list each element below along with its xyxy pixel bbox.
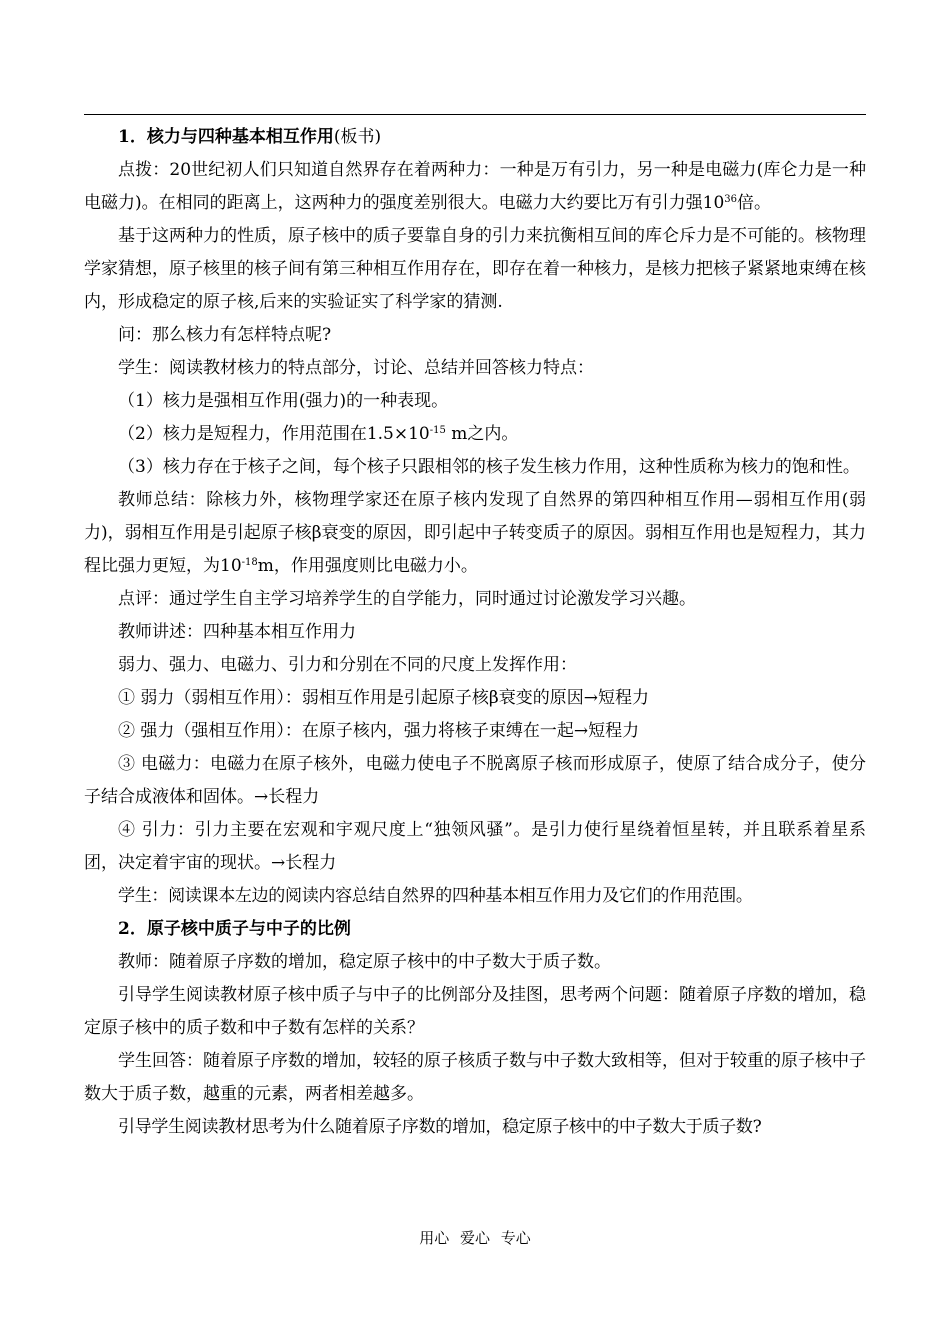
exponent-36: 36 xyxy=(724,194,737,205)
section1-heading xyxy=(84,121,866,154)
teacher-summary xyxy=(84,484,866,583)
teacher-summary-text: 教师总结：除核力外，核物理学家还在原子核内发现了自然界的第四种相互作用—弱相互作用(弱力)，弱相互作用是引起原子核β衰变的原因，即引起中子转变质子的原因。弱相互作用也是短程力，其力程比强力更短，为10 xyxy=(84,490,866,576)
document-body xyxy=(84,121,866,1144)
student-read-instruction: 学生：阅读教材核力的特点部分，讨论、总结并回答核力特点： xyxy=(118,358,594,378)
feature-1: （1）核力是强相互作用(强力)的一种表现。 xyxy=(118,391,449,411)
exponent-minus-15: -15 xyxy=(429,425,446,436)
section1-heading-text: 1．核力与四种基本相互作用 xyxy=(118,127,334,147)
section1-heading-note: (板书) xyxy=(333,127,382,147)
force-gravity: ④ 引力：引力主要在宏观和宇观尺度上“独领风骚”。是引力使行星绕着恒星转，并且联系着星系团，决定着宇宙的现状。→长程力 xyxy=(84,820,866,873)
guide-question-2: 引导学生阅读教材思考为什么随着原子序数的增加，稳定原子核中的中子数大于质子数? xyxy=(118,1117,762,1137)
header-rule xyxy=(84,114,866,115)
student-summary: 学生：阅读课本左边的阅读内容总结自然界的四种基本相互作用力及它们的作用范围。 xyxy=(118,886,753,906)
scales-intro: 弱力、强力、电磁力、引力和分别在不同的尺度上发挥作用： xyxy=(118,655,577,675)
force-electromagnetic: ③ 电磁力：电磁力在原子核外，电磁力使电子不脱离原子核而形成原子，使原了结合成分子，使分子结合成液体和固体。→长程力 xyxy=(84,754,866,807)
section2-heading: 2．原子核中质子与中子的比例 xyxy=(118,919,351,939)
page-footer: 用心 爱心 专心 xyxy=(419,1229,531,1247)
teacher-statement: 教师：随着原子序数的增加，稳定原子核中的中子数大于质子数。 xyxy=(118,952,611,972)
guide-question-1: 引导学生阅读教材原子核中质子与中子的比例部分及挂图，思考两个问题：随着原子序数的增加，稳定原子核中的质子数和中子数有怎样的关系？ xyxy=(84,985,866,1038)
force-weak: ① 弱力（弱相互作用）：弱相互作用是引起原子核β衰变的原因→短程力 xyxy=(118,688,649,708)
student-answer: 学生回答：随着原子序数的增加，较轻的原子核质子数与中子数大致相等，但对于较重的原子核中子数大于质子数，越重的元素，两者相差越多。 xyxy=(84,1051,866,1104)
feature-2-tail: m之内。 xyxy=(445,424,519,444)
comment: 点评：通过学生自主学习培养学生的自学能力，同时通过讨论激发学习兴趣。 xyxy=(118,589,696,609)
paragraph-nuclear-force-hypothesis: 基于这两种力的性质，原子核中的质子要靠自身的引力来抗衡相互间的库仑斥力是不可能的。核物理学家猜想，原子核里的核子间有第三种相互作用存在，即存在着一种核力，是核力把核子紧紧地束缚在核内，形成稳定的原子核,后来的实验证实了科学家的猜测. xyxy=(84,226,866,312)
paragraph-two-forces xyxy=(84,154,866,220)
feature-2-text: （2）核力是短程力，作用范围在1.5×10 xyxy=(118,424,430,444)
exponent-minus-18: -18 xyxy=(241,557,258,568)
feature-2 xyxy=(84,418,866,451)
paragraph-two-forces-text: 点拨：20世纪初人们只知道自然界存在着两种力：一种是万有引力，另一种是电磁力(库仑力是一种电磁力)。在相同的距离上，这两种力的强度差别很大。电磁力大约要比万有引力强10 xyxy=(84,160,866,213)
teacher-summary-tail: m，作用强度则比电磁力小。 xyxy=(257,556,478,576)
teacher-lecture: 教师讲述：四种基本相互作用力 xyxy=(118,622,356,642)
feature-3: （3）核力存在于核子之间，每个核子只跟相邻的核子发生核力作用，这种性质称为核力的饱和性。 xyxy=(118,457,860,477)
paragraph-two-forces-tail: 倍。 xyxy=(737,193,771,213)
question-nuclear-force: 问：那么核力有怎样特点呢? xyxy=(118,325,332,345)
force-strong: ② 强力（强相互作用）：在原子核内，强力将核子束缚在一起→短程力 xyxy=(118,721,640,741)
